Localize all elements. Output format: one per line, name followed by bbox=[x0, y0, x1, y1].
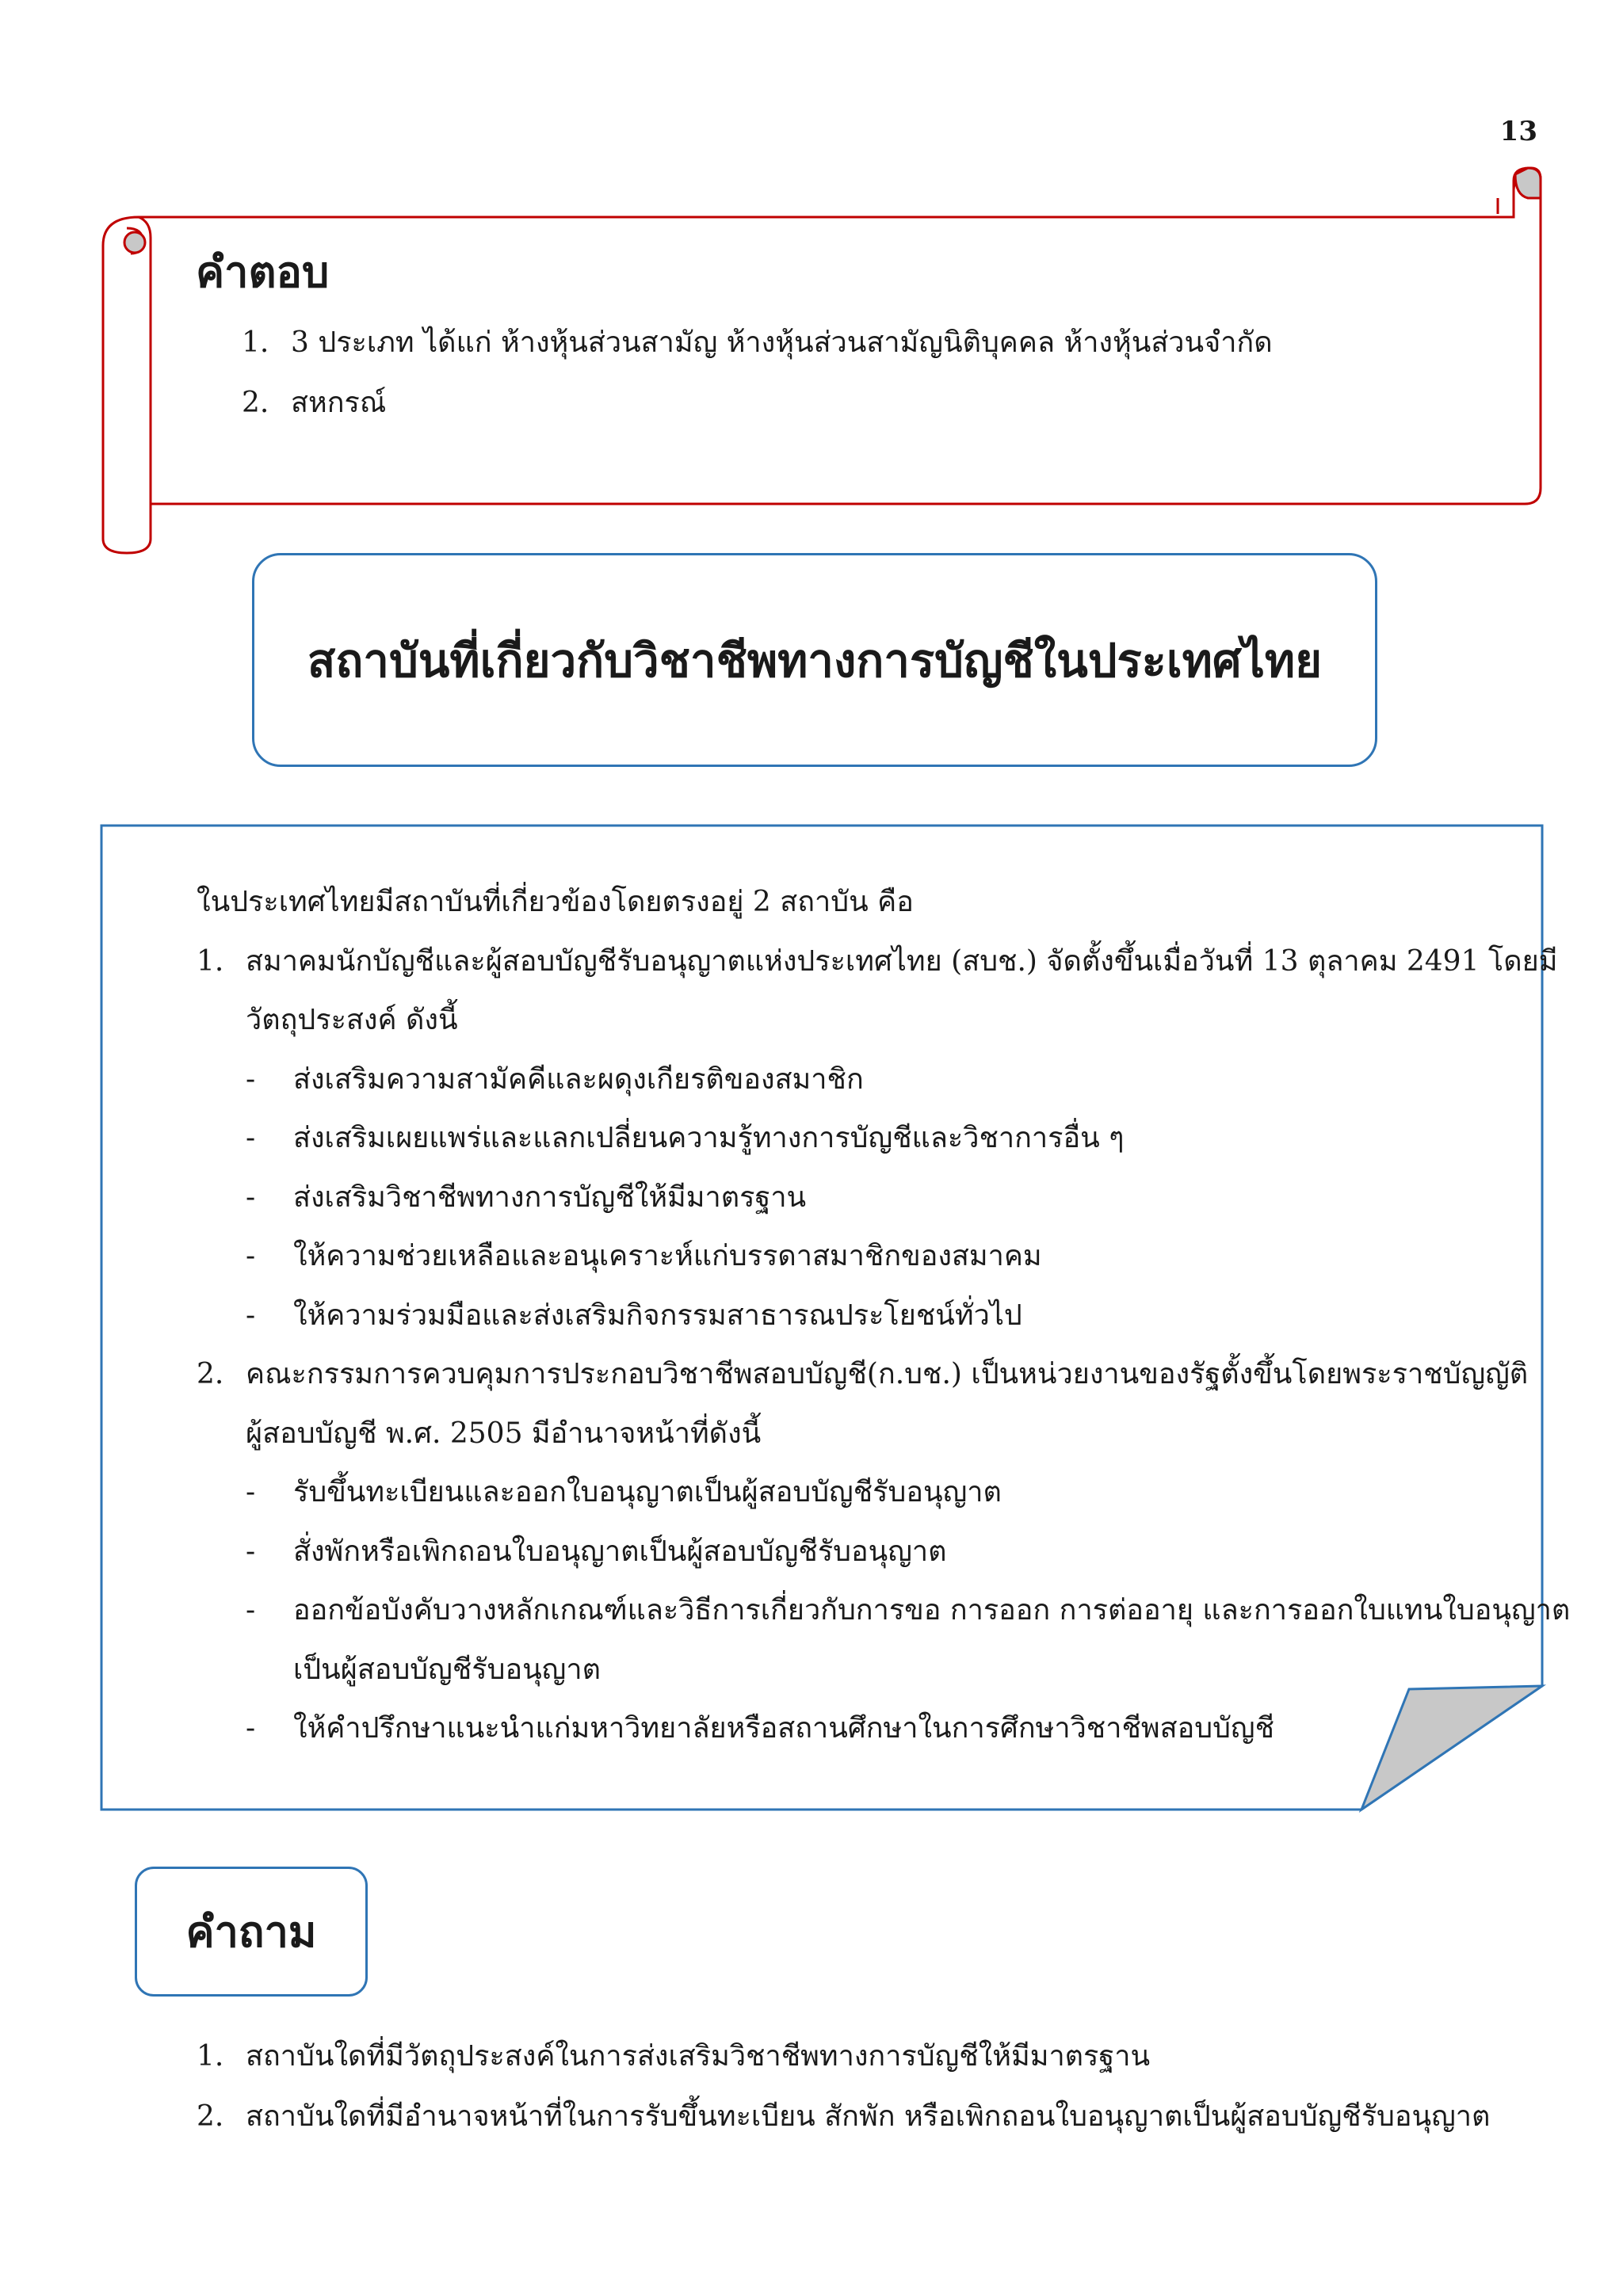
list-item: - ส่งเสริมวิชาชีพทางการบัญชีให้มีมาตรฐาน bbox=[246, 1180, 807, 1214]
list-item: 1. 3 ประเภท ได้แก่ ห้างหุ้นส่วนสามัญ ห้างหุ้นส่วนสามัญนิติบุคคล ห้างหุ้นส่วนจำกัด bbox=[242, 326, 1273, 359]
info-content bbox=[197, 873, 1571, 1759]
info-intro: ในประเทศไทยมีสถาบันที่เกี่ยวข้องโดยตรงอยู่ 2 สถาบัน คือ bbox=[197, 886, 914, 918]
list-item: - รับขึ้นทะเบียนและออกใบอนุญาตเป็นผู้สอบบัญชีรับอนุญาต bbox=[246, 1476, 1002, 1508]
list-item-continuation: ผู้สอบบัญชี พ.ศ. 2505 มีอำนาจหน้าที่ดังนี้ bbox=[246, 1417, 762, 1450]
page-number: 13 bbox=[1499, 116, 1537, 147]
question-title: คำถาม bbox=[185, 1906, 317, 1957]
list-item-continuation: เป็นผู้สอบบัญชีรับอนุญาต bbox=[293, 1653, 601, 1686]
question-list bbox=[197, 2027, 1490, 2147]
list-item: - ให้ความช่วยเหลือและอนุเคราะห์แก่บรรดาสมาชิกของสมาคม bbox=[246, 1240, 1042, 1272]
list-item: 1. สมาคมนักบัญชีและผู้สอบบัญชีรับอนุญาตแห่งประเทศไทย (สบช.) จัดตั้งขึ้นเมื่อวันที่ 13 ตุลาคม 2491 โดยมี bbox=[197, 944, 1558, 978]
list-item-continuation: วัตถุประสงค์ ดังนี้ bbox=[246, 1004, 458, 1036]
list-item: 1. สถาบันใดที่มีวัตถุประสงค์ในการส่งเสริมวิชาชีพทางการบัญชีให้มีมาตรฐาน bbox=[197, 2040, 1151, 2073]
list-item: - ส่งเสริมเผยแพร่และแลกเปลี่ยนความรู้ทางการบัญชีและวิชาการอื่น ๆ bbox=[246, 1122, 1125, 1154]
list-item: - ออกข้อบังคับวางหลักเกณฑ์และวิธีการเกี่ยวกับการขอ การออก การต่ออายุ และการออกใบแทนใบอนุญาต bbox=[246, 1594, 1571, 1627]
list-item: - ส่งเสริมความสามัคคีและผดุงเกียรติของสมาชิก bbox=[246, 1062, 864, 1096]
question-title-box bbox=[135, 1867, 368, 1997]
list-item: - ให้คำปรึกษาแนะนำแก่มหาวิทยาลัยหรือสถานศึกษาในการศึกษาวิชาชีพสอบบัญชี bbox=[246, 1712, 1275, 1745]
list-item: 2. สถาบันใดที่มีอำนาจหน้าที่ในการรับขึ้นทะเบียน สักพัก หรือเพิกถอนใบอนุญาตเป็นผู้สอบบัญชีรับอนุญาต bbox=[197, 2100, 1491, 2133]
list-item: 2. คณะกรรมการควบคุมการประกอบวิชาชีพสอบบัญชี(ก.บช.) เป็นหน่วยงานของรัฐตั้งขึ้นโดยพระราชบัญญัติ bbox=[197, 1358, 1529, 1390]
list-item: 2. สหกรณ์ bbox=[242, 387, 387, 419]
answer-title: คำตอบ bbox=[196, 246, 330, 297]
list-item: - สั่งพักหรือเพิกถอนใบอนุญาตเป็นผู้สอบบัญชีรับอนุญาต bbox=[246, 1535, 947, 1568]
section-title: สถาบันที่เกี่ยวกับวิชาชีพทางการบัญชีในประเทศไทย bbox=[307, 633, 1323, 688]
list-item: - ให้ความร่วมมือและส่งเสริมกิจกรรมสาธารณประโยชน์ทั่วไป bbox=[246, 1299, 1022, 1332]
